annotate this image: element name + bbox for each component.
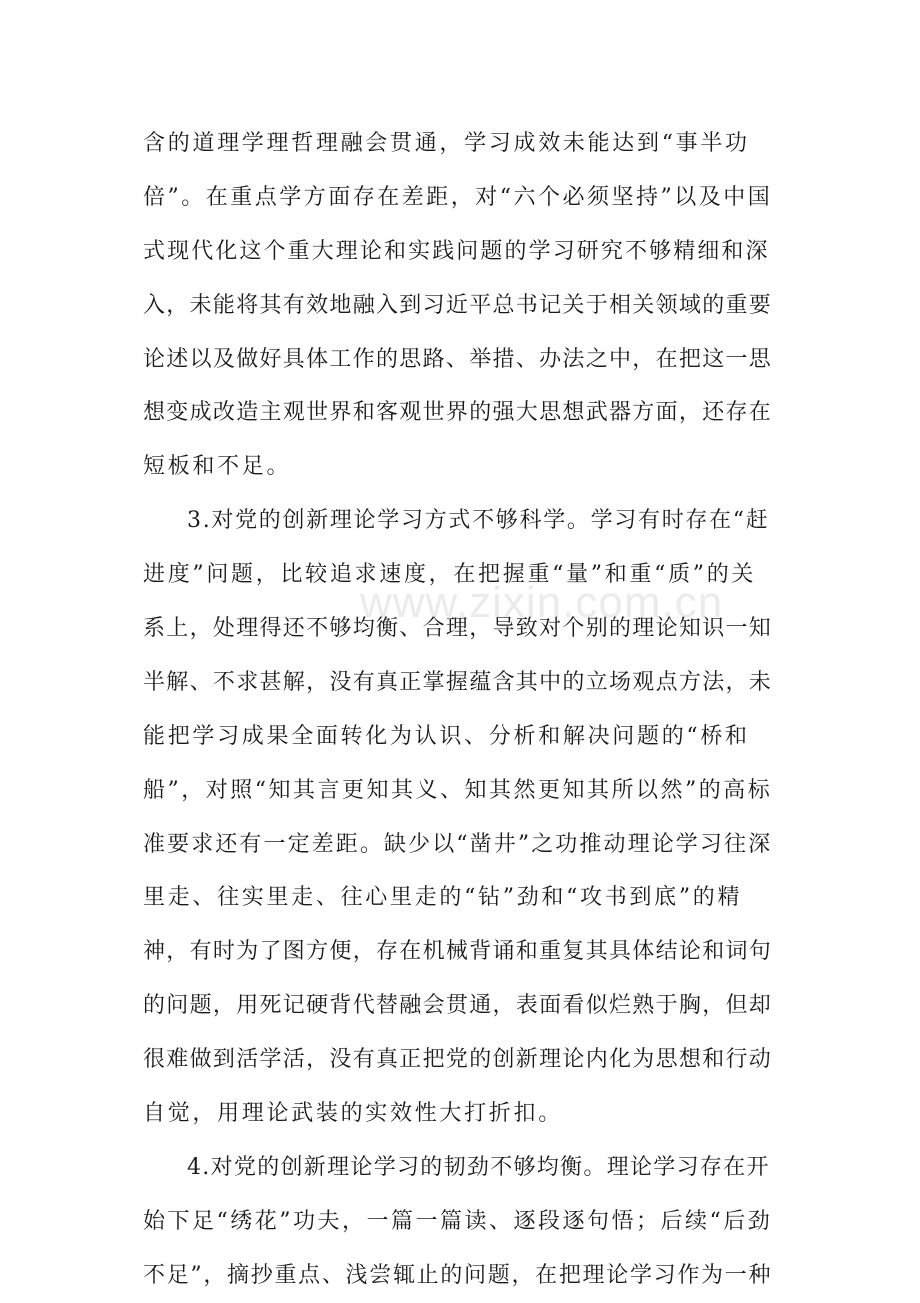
text-line: 里走、往实里走、往心里走的“钻”劲和“攻书到底”的精 xyxy=(143,885,743,911)
text-line: 短板和不足。 xyxy=(143,454,292,480)
text-line: 系上，处理得还不够均衡、合理，导致对个别的理论知识一知 xyxy=(143,616,773,642)
text-line: 不足”，摘抄重点、浅尝辄止的问题，在把理论学习作为一种 xyxy=(143,1262,773,1288)
text-line: 准要求还有一定差距。缺少以“凿井”之功推动理论学习往深 xyxy=(143,831,773,857)
body-text xyxy=(143,117,773,1303)
text-line: 论述以及做好具体工作的思路、举措、办法之中，在把这一思 xyxy=(143,346,773,372)
text-line: 式现代化这个重大理论和实践问题的学习研究不够精细和深 xyxy=(143,238,770,264)
text-line: 入，未能将其有效地融入到习近平总书记关于相关领域的重要 xyxy=(143,292,773,318)
text-line: 船”，对照“知其言更知其义、知其然更知其所以然”的高标 xyxy=(143,777,773,803)
text-line: 始下足“绣花”功夫，一篇一篇读、逐段逐句悟；后续“后劲 xyxy=(143,1208,773,1234)
text-line: 很难做到活学活，没有真正把党的创新理论内化为思想和行动 xyxy=(143,1047,773,1073)
text-line: 想变成改造主观世界和客观世界的强大思想武器方面，还存在 xyxy=(143,400,773,426)
text-line: 神，有时为了图方便，存在机械背诵和重复其具体结论和词句 xyxy=(143,939,773,965)
text-line: 半解、不求甚解，没有真正掌握蕴含其中的立场观点方法，未 xyxy=(143,669,773,695)
text-line: 进度”问题，比较追求速度，在把握重“量”和重“质”的关 xyxy=(143,562,757,588)
paragraph-start-line: 4.对党的创新理论学习的韧劲不够均衡。理论学习存在开 xyxy=(187,1154,770,1180)
paragraph-start-line: 3.对党的创新理论学习方式不够科学。学习有时存在“赶 xyxy=(187,508,770,534)
text-line: 含的道理学理哲理融会贯通，学习成效未能达到“事半功 xyxy=(143,131,750,156)
text-line: 自觉，用理论武装的实效性大打折扣。 xyxy=(143,1101,563,1127)
text-line: 能把学习成果全面转化为认识、分析和解决问题的“桥和 xyxy=(143,723,750,749)
text-line: 倍”。在重点学方面存在差距，对“六个必须坚持”以及中国 xyxy=(143,184,773,210)
watermark: www.zixin.com.cn xyxy=(360,578,724,627)
text-line: 的问题，用死记硬背代替融会贯通，表面看似烂熟于胸，但却 xyxy=(143,993,773,1019)
